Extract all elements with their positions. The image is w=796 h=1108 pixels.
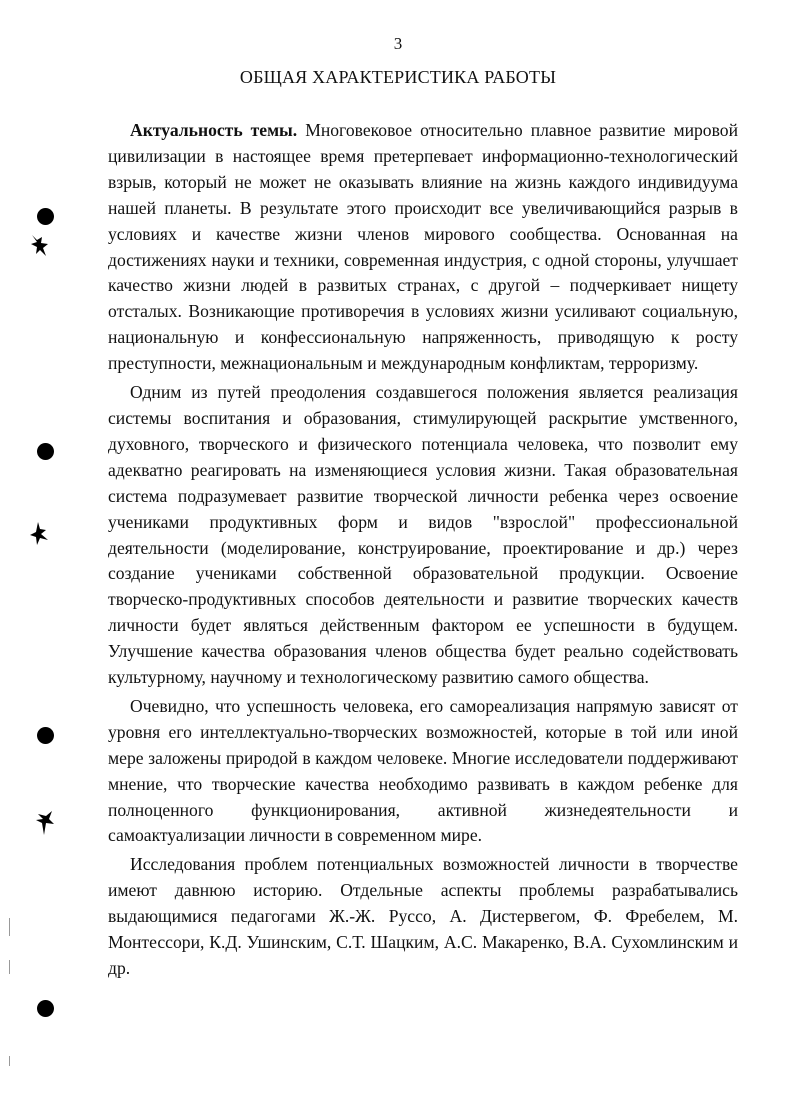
punch-hole-mark	[37, 208, 54, 225]
punch-hole-mark	[37, 1000, 54, 1017]
paragraph-2	[108, 380, 738, 691]
paragraph-4	[108, 852, 738, 982]
paragraph-4-text: Исследования проблем потенциальных возможностей личности в творчестве имеют давнюю историю. Отдельные аспекты проблемы разрабатывались выдающимися педагогами Ж.-Ж. Руссо, А. Дистервегом, Ф. Фребелем, М. Монтессори, К.Д. Ушинским, С.Т. Шацким, А.С. Макаренко, В.А. Сухомлинским и др.	[108, 854, 738, 978]
body-text	[108, 118, 738, 985]
paragraph-1-text: Многовековое относительно плавное развитие мировой цивилизации в настоящее время претерпевает информационно-технологический взрыв, который не может не оказывать влияние на жизнь каждого индивидуума нашей планеты. В результате этого происходит все увеличивающийся разрыв в условиях и качестве жизни членов мирового сообщества. Основанная на достижениях науки и техники, современная индустрия, с одной стороны, улучшает качество жизни людей в развитых странах, с другой – подчеркивает нищету отсталых. Возникающие противоречия в условиях жизни усиливают социальную, национальную и конфессиональную напряженность, приводящую к росту преступности, межнациональным и международным конфликтам, терроризму.	[108, 120, 738, 374]
page-heading: ОБЩАЯ ХАРАКТЕРИСТИКА РАБОТЫ	[239, 67, 557, 87]
margin-speck	[9, 960, 10, 974]
punch-hole-mark	[37, 443, 54, 460]
ink-blot	[28, 232, 56, 260]
paragraph-3	[108, 694, 738, 849]
paragraph-2-text: Одним из путей преодоления создавшегося положения является реализация системы воспитания и образования, стимулирующей раскрытие умственного, духовного, творческого и физического потенциала человека, что позволит ему адекватно реагировать на изменяющиеся условия жизни. Такая образовательная система подразумевает развитие творческой личности ребенка через освоение учениками продуктивных форм и видов "взрослой" профессиональной деятельности (моделирование, конструирование, проектирование и др.) через создание учениками собственной образовательной продукции. Освоение творческо-продуктивных способов деятельности и развитие творческих качеств личности будет являться действенным фактором ее успешности в будущем. Улучшение качества образования членов общества будет реально содействовать культурному, научному и технологическому развитию самого общества.	[108, 382, 738, 688]
ink-blot	[28, 520, 54, 548]
margin-speck	[9, 918, 10, 936]
ink-blot	[32, 808, 58, 838]
punch-hole-mark	[37, 727, 54, 744]
paragraph-1-lead: Актуальность темы.	[130, 120, 298, 140]
paragraph-1	[108, 118, 738, 377]
paragraph-3-text: Очевидно, что успешность человека, его самореализация напрямую зависят от уровня его интеллектуально-творческих возможностей, которые в той или иной мере заложены природой в каждом человеке. Многие исследователи поддерживают мнение, что творческие качества необходимо развивать в каждом ребенке для полноценного функционирования, активной жизнедеятельности и самоактуализации личности в современном мире.	[108, 695, 738, 846]
page-number: 3	[393, 34, 403, 53]
margin-speck	[9, 1056, 10, 1066]
